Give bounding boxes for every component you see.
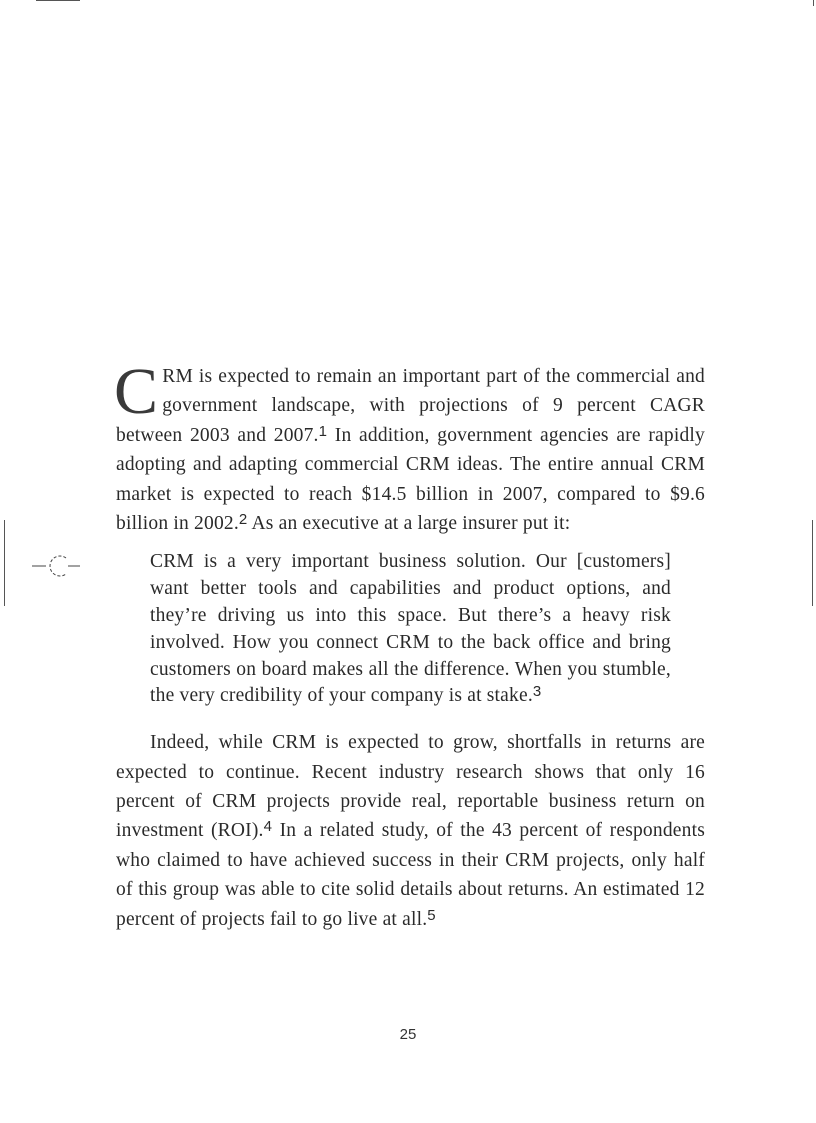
crop-mark-right (812, 520, 813, 606)
crop-mark-top-right (813, 0, 814, 6)
paragraph-1-text-a: RM is expected to remain an important part of the commercial and government landscape, with projections of 9 percent CAGR between 2003 and 2007. (116, 366, 705, 446)
block-quote (150, 549, 671, 710)
crop-mark-top-left (36, 0, 80, 1)
paragraph-1-text-b: In addition, government agencies are rapidly adopting and adapting commercial CRM ideas. The entire annual CRM market is expected to reach $14.5 billion in 2007, compared to $9.6 billion in 2002. (116, 424, 705, 535)
paragraph-2 (116, 728, 705, 934)
paragraph-1-text-c: As an executive at a large insurer put it: (247, 513, 571, 535)
paragraph-2-text-b: In a related study, of the 43 percent of respondents who claimed to have achieved success in their CRM projects, only half of this group was able to cite solid details about returns. An estimated 12 percent of projects fail to go live at all. (116, 820, 705, 930)
paragraph-1 (114, 355, 705, 538)
paragraph-2-text-a: Indeed, while CRM is expected to grow, shortfalls in returns are expected to continue. Recent industry research shows that only 16 percent of CRM projects provide real, reportable business return on investment (ROI). (116, 732, 705, 842)
drop-cap: C (114, 355, 159, 428)
block-quote-text: CRM is a very important business solution. Our [customers] want better tools and capabilities and product options, and they’re driving us into this space. But there’s a heavy risk involved. How you connect CRM to the back office and bring customers on board makes all the difference. When you stumble, the very credibility of your company is at stake. (150, 551, 671, 707)
footnote-ref-5[interactable]: 5 (427, 906, 436, 924)
footnote-ref-1[interactable]: 1 (318, 422, 328, 440)
footnote-ref-3[interactable]: 3 (532, 683, 542, 701)
registration-mark-icon (30, 548, 82, 578)
footnote-ref-2[interactable]: 2 (238, 511, 248, 529)
footnote-ref-4[interactable]: 4 (263, 818, 273, 836)
body-text (114, 355, 705, 934)
crop-mark-left (4, 520, 5, 606)
page-number: 25 (399, 1026, 417, 1043)
